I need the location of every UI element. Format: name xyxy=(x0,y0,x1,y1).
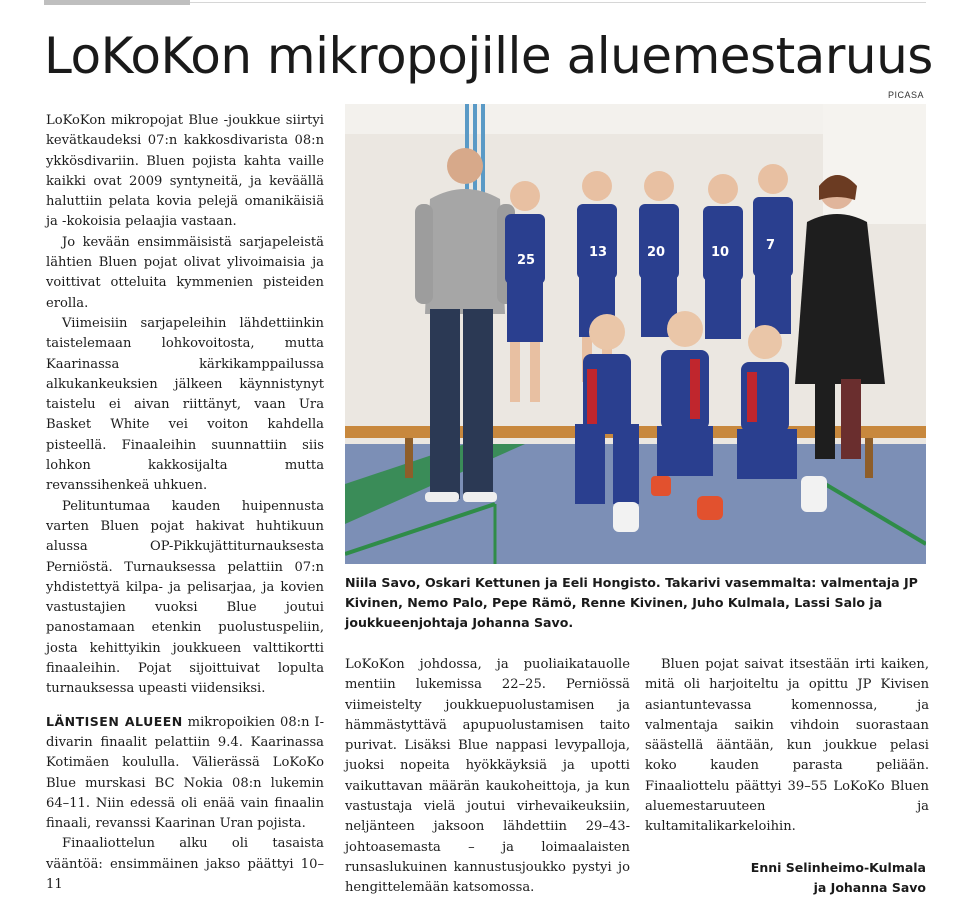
paragraph: Jo kevään ensimmäisistä sarjapeleistä lähtien Bluen pojat olivat ylivoimaisia ja voittivat otteluita kymmenien pisteiden erolla. xyxy=(46,234,324,311)
paragraph: Finaaliottelun alku oli tasaista vääntöä: ensimmäinen jakso päättyi 10–11 xyxy=(46,836,324,892)
photo-credit: PICASA xyxy=(887,90,924,100)
svg-text:10: 10 xyxy=(711,245,730,260)
paragraph: LoKoKon mikropojat Blue -joukkue siirtyi kevätkaudeksi 07:n kakkosdivarista 08:n ykkösdivariin. Bluen pojista kahta vaille kaikki ovat 2009 syntyneitä, ja keväällä haluttiin pelata kovia pelejä omanikäisiä ja -kokoisia pelaajia vastaan. xyxy=(46,113,324,230)
paragraph-with-kicker xyxy=(46,712,324,835)
kicker-text: mikropoikien 08:n I-divarin finaalit pelattiin 9.4. Kaarinassa Kotimäen koululla. Välierässä LoKoKo Blue murskasi BC Nokia 08:n lukemin 64–11. Niin edessä oli enää vain finaalin finaali, revanssi Kaarinan Uran pojista. xyxy=(46,714,325,832)
article-column-1 xyxy=(46,111,324,895)
svg-text:20: 20 xyxy=(647,245,666,260)
article-headline: LoKoKon mikropojille aluemestaruus xyxy=(44,27,933,85)
author-line-2: ja Johanna Savo xyxy=(813,880,926,895)
author-line-1: Enni Selinheimo-Kulmala xyxy=(750,860,926,875)
article-column-2 xyxy=(345,655,630,899)
paragraph: Bluen pojat saivat itsestään irti kaiken, mitä oli harjoiteltu ja opittu JP Kivisen asiantuntevassa komennossa, ja valmentaja saikin vihdoin suorastaan säästellä ääntään, kun joukkue pelasi koko kauden parasta peliään. Finaaliottelu päättyi 39–55 LoKoKo Bluen aluemestaruuteen ja kultamitalikarkeloihin. xyxy=(645,657,929,835)
header-rule-thin xyxy=(190,2,926,3)
header-rule xyxy=(44,0,190,5)
svg-text:13: 13 xyxy=(589,245,608,260)
section-kicker: LÄNTISEN ALUEEN xyxy=(46,713,183,729)
author-signature xyxy=(640,858,926,898)
team-photo xyxy=(345,104,926,564)
paragraph: Pelituntumaa kauden huipennusta varten Bluen pojat hakivat huhtikuun alussa OP-Pikkujättiturnauksesta Perniöstä. Turnauksessa pelattiin 07:n yhdistettyä kilpa- ja pelisarjaa, ja kovien vastustajien vuoksi Blue joutui panostamaan etenkin puolustuspeliin, josta kehittyikin joukkueen valttikortti finaaleihin. Pojat sijoittuivat lopulta turnauksessa upeasti viidensiksi. xyxy=(46,498,324,697)
article-column-3 xyxy=(645,655,929,838)
paragraph: LoKoKon johdossa, ja puoliaikatauolle mentiin lukemissa 22–25. Perniössä viimeistelty joukkuepuolustamisen ja hämmästyttävä apupuolustamisen taito purivat. Lisäksi Blue nappasi levypalloja, juoksi nopeita hyökkäyksiä ja upotti vaikuttavan määrän kaukoheittoja, ja kun vastustaja vielä joutui virhevaikeuksiin, neljänteen jaksoon lähdettiin 29–43-johtoasemasta – ja loimaalaisten runsaslukuinen kannustusjoukko pystyi jo hengittelemään katsomossa. xyxy=(345,657,630,896)
svg-text:25: 25 xyxy=(517,253,536,268)
photo-caption: Niila Savo, Oskari Kettunen ja Eeli Hongisto. Takarivi vasemmalta: valmentaja JP Kivinen, Nemo Palo, Pepe Rämö, Renne Kivinen, Juho Kulmala, Lassi Salo ja joukkueenjohtaja Johanna Savo. xyxy=(345,575,918,631)
paragraph: Viimeisiin sarjapeleihin lähdettiinkin taistelemaan lohkovoitosta, mutta Kaarinassa kärkikamppailussa alkukankeuksien jälkeen käynnistynyt taistelu ei aivan riittänyt, vaan Ura Basket White vei voiton kahdella pisteellä. Finaaleihin suunnattiin siis lohkon kakkosijalta mutta revanssihenkeä uhkuen. xyxy=(46,315,324,494)
svg-text:7: 7 xyxy=(766,238,776,253)
team-photo-illustration xyxy=(345,104,926,564)
